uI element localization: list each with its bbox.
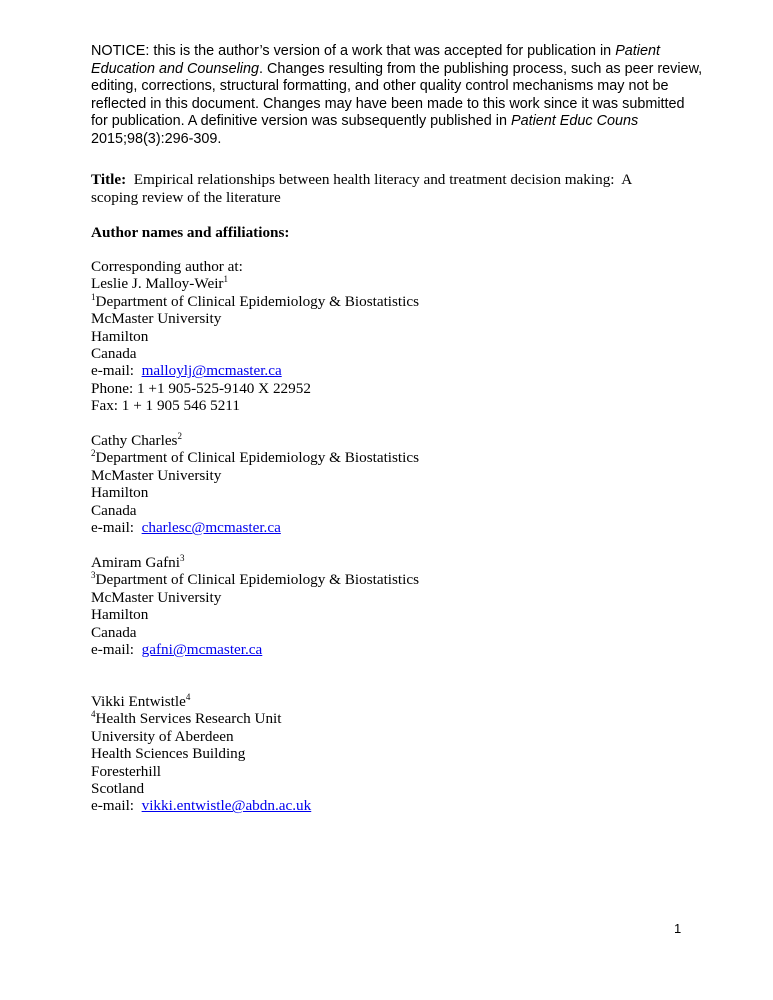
notice-text: . Changes resulting from the publishing process, such as peer review, xyxy=(259,60,703,77)
country: Canada xyxy=(91,345,137,363)
notice-text: NOTICE: this is the author’s version of a work that was accepted for publication in xyxy=(91,43,616,59)
journal-abbrev: Patient Educ Couns xyxy=(510,113,639,129)
email-link[interactable]: gafni@mcmaster.ca xyxy=(141,641,263,659)
author-block-1 xyxy=(91,258,419,415)
author-name: Leslie J. Malloy-Weir xyxy=(91,275,224,293)
country: Canada xyxy=(91,623,137,641)
notice-text: editing, corrections, structural formatting, and other quality control mechanisms may not be xyxy=(91,78,669,94)
institution: University of Aberdeen xyxy=(91,727,234,745)
email-link[interactable]: charlesc@mcmaster.ca xyxy=(141,519,281,537)
affiliation-mark: 1 xyxy=(223,274,228,285)
email-label: e-mail: xyxy=(91,362,142,380)
email-label: e-mail: xyxy=(91,519,142,537)
corresponding-label: Corresponding author at: xyxy=(91,258,243,275)
author-name: Cathy Charles xyxy=(91,432,178,449)
fax: Fax: 1 + 1 905 546 5211 xyxy=(91,397,240,415)
email-link[interactable]: malloylj@mcmaster.ca xyxy=(141,362,282,380)
phone: Phone: 1 +1 905-525-9140 X 22952 xyxy=(91,379,311,397)
country: Canada xyxy=(91,501,137,519)
author-block-3 xyxy=(91,554,419,658)
citation: 2015;98(3):296-309. xyxy=(91,130,222,147)
department: Department of Clinical Epidemiology & Biostatistics xyxy=(95,449,420,467)
affiliation-mark: 3 xyxy=(180,553,185,563)
affiliation-mark: 4 xyxy=(185,692,191,702)
author-name: Amiram Gafni xyxy=(91,554,180,571)
affiliation-mark: 3 xyxy=(91,570,96,581)
author-block-4 xyxy=(91,693,311,815)
publication-notice xyxy=(91,43,703,148)
author-name: Vikki Entwistle xyxy=(91,693,186,710)
affiliation-mark: 2 xyxy=(177,431,182,441)
location: Foresterhill xyxy=(91,762,162,780)
affiliation-mark: 2 xyxy=(91,448,96,459)
title-text: scoping review of the literature xyxy=(91,189,281,206)
email-label: e-mail: xyxy=(91,641,142,659)
institution: McMaster University xyxy=(91,588,222,606)
institution: McMaster University xyxy=(91,310,222,328)
department: Health Services Research Unit xyxy=(95,710,282,728)
author-block-2 xyxy=(91,432,419,536)
building: Health Sciences Building xyxy=(91,745,246,763)
paper-title xyxy=(91,171,691,207)
city: Hamilton xyxy=(91,327,149,345)
authors-heading: Author names and affiliations: xyxy=(91,224,290,241)
affiliation-mark: 1 xyxy=(91,291,96,302)
notice-text: for publication. A definitive version was subsequently published in xyxy=(91,113,511,129)
affiliation-mark: 4 xyxy=(91,709,96,720)
email-link[interactable]: vikki.entwistle@abdn.ac.uk xyxy=(141,797,312,815)
department: Department of Clinical Epidemiology & Biostatistics xyxy=(95,292,420,310)
page-number: 1 xyxy=(674,921,682,936)
title-text: Empirical relationships between health literacy and treatment decision making: A xyxy=(126,171,633,188)
department: Department of Clinical Epidemiology & Biostatistics xyxy=(95,571,420,589)
city: Hamilton xyxy=(91,606,149,624)
title-label: Title: xyxy=(91,171,127,188)
journal-name: Education and Counseling xyxy=(91,60,260,77)
country: Scotland xyxy=(91,780,145,798)
institution: McMaster University xyxy=(91,466,222,484)
email-label: e-mail: xyxy=(91,797,142,815)
journal-name: Patient xyxy=(615,43,660,59)
city: Hamilton xyxy=(91,484,149,502)
notice-text: reflected in this document. Changes may have been made to this work since it was submitted xyxy=(91,95,685,112)
